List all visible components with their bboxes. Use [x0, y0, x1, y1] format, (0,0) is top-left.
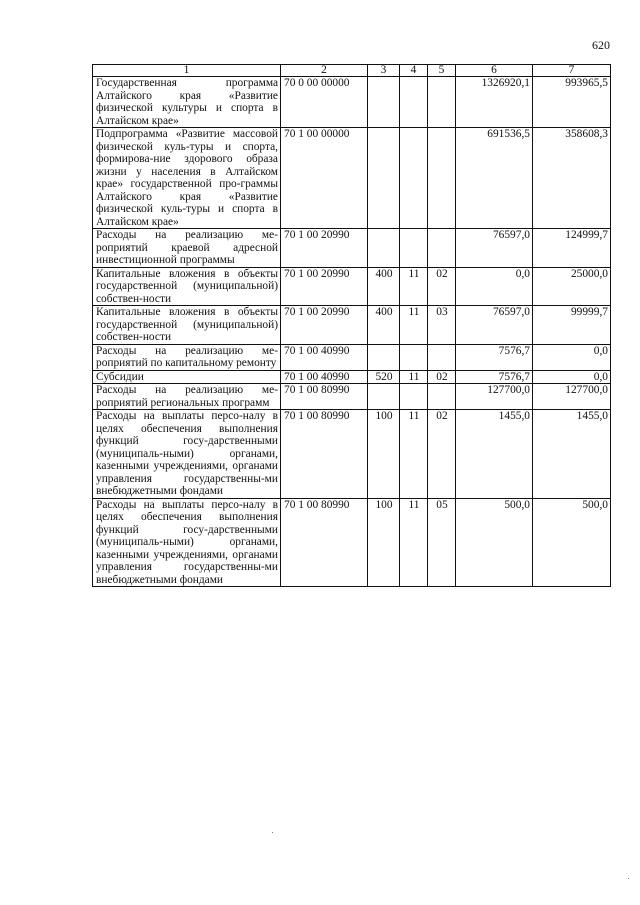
- section-cell: [400, 128, 428, 229]
- expense-type-cell: 100: [368, 498, 400, 587]
- table-row: [93, 498, 611, 587]
- section-cell: 11: [400, 370, 428, 384]
- table-row: [93, 77, 611, 128]
- table-row: [93, 229, 611, 268]
- scan-speck: [272, 832, 273, 833]
- subsection-cell: [428, 128, 456, 229]
- amount-col6-cell: 7576,7: [456, 344, 533, 370]
- row-name-cell: Расходы на реализацию ме-роприятий региональных программ: [93, 384, 281, 410]
- budget-table: [92, 64, 611, 587]
- section-cell: [400, 344, 428, 370]
- target-code-cell: 70 1 00 40990: [281, 344, 368, 370]
- table-row: [93, 410, 611, 499]
- subsection-cell: [428, 384, 456, 410]
- target-code-cell: 70 1 00 80990: [281, 410, 368, 499]
- scan-speck: [628, 878, 629, 879]
- amount-col6-cell: 691536,5: [456, 128, 533, 229]
- amount-col6-cell: 1326920,1: [456, 77, 533, 128]
- expense-type-cell: 400: [368, 306, 400, 345]
- expense-type-cell: [368, 77, 400, 128]
- amount-col6-cell: 127700,0: [456, 384, 533, 410]
- subsection-cell: 02: [428, 267, 456, 306]
- subsection-cell: [428, 344, 456, 370]
- table-row: [93, 344, 611, 370]
- target-code-cell: 70 1 00 40990: [281, 370, 368, 384]
- subsection-cell: 02: [428, 410, 456, 499]
- amount-col7-cell: 358608,3: [533, 128, 611, 229]
- subsection-cell: 02: [428, 370, 456, 384]
- section-cell: 11: [400, 306, 428, 345]
- header-cell: 2: [281, 65, 368, 77]
- amount-col6-cell: 7576,7: [456, 370, 533, 384]
- expense-type-cell: 100: [368, 410, 400, 499]
- table-row: [93, 306, 611, 345]
- header-cell: 7: [533, 65, 611, 77]
- amount-col6-cell: 0,0: [456, 267, 533, 306]
- amount-col6-cell: 500,0: [456, 498, 533, 587]
- row-name-cell: Расходы на выплаты персо-налу в целях обеспечения выполнения функций госу-дарственными (муниципаль-ными) органами, казенными учреждениями, органами управления государственны-ми внебюджетными фондами: [93, 498, 281, 587]
- row-name-cell: Субсидии: [93, 370, 281, 384]
- section-cell: 11: [400, 267, 428, 306]
- row-name-cell: Расходы на реализацию ме-роприятий по капитальному ремонту: [93, 344, 281, 370]
- section-cell: 11: [400, 410, 428, 499]
- expense-type-cell: [368, 384, 400, 410]
- amount-col7-cell: 1455,0: [533, 410, 611, 499]
- target-code-cell: 70 0 00 00000: [281, 77, 368, 128]
- amount-col6-cell: 1455,0: [456, 410, 533, 499]
- expense-type-cell: 520: [368, 370, 400, 384]
- header-row: [93, 65, 611, 77]
- row-name-cell: Капитальные вложения в объекты государственной (муниципальной) собствен-ности: [93, 306, 281, 345]
- target-code-cell: 70 1 00 20990: [281, 229, 368, 268]
- amount-col6-cell: 76597,0: [456, 229, 533, 268]
- row-name-cell: Расходы на выплаты персо-налу в целях обеспечения выполнения функций госу-дарственными (муниципаль-ными) органами, казенными учреждениями, органами управления государственны-ми внебюджетными фондами: [93, 410, 281, 499]
- target-code-cell: 70 1 00 20990: [281, 267, 368, 306]
- subsection-cell: [428, 77, 456, 128]
- amount-col7-cell: 25000,0: [533, 267, 611, 306]
- header-cell: 6: [456, 65, 533, 77]
- header-cell: 5: [428, 65, 456, 77]
- subsection-cell: 03: [428, 306, 456, 345]
- amount-col7-cell: 0,0: [533, 370, 611, 384]
- row-name-cell: Капитальные вложения в объекты государственной (муниципальной) собствен-ности: [93, 267, 281, 306]
- table-row: [93, 267, 611, 306]
- row-name-cell: Подпрограмма «Развитие массовой физической куль-туры и спорта, формирова-ние здорового образа жизни у населения в Алтайском крае» государственной про-граммы Алтайского края «Развитие физической куль-туры и спорта в Алтайском крае»: [93, 128, 281, 229]
- section-cell: 11: [400, 498, 428, 587]
- expense-type-cell: 400: [368, 267, 400, 306]
- amount-col7-cell: 0,0: [533, 344, 611, 370]
- section-cell: [400, 384, 428, 410]
- amount-col7-cell: 124999,7: [533, 229, 611, 268]
- amount-col7-cell: 99999,7: [533, 306, 611, 345]
- header-cell: 1: [93, 65, 281, 77]
- amount-col6-cell: 76597,0: [456, 306, 533, 345]
- row-name-cell: Расходы на реализацию ме-роприятий краевой адресной инвестиционной программы: [93, 229, 281, 268]
- target-code-cell: 70 1 00 20990: [281, 306, 368, 345]
- table-row: [93, 128, 611, 229]
- target-code-cell: 70 1 00 80990: [281, 384, 368, 410]
- target-code-cell: 70 1 00 80990: [281, 498, 368, 587]
- section-cell: [400, 77, 428, 128]
- expense-type-cell: [368, 344, 400, 370]
- header-cell: 4: [400, 65, 428, 77]
- target-code-cell: 70 1 00 00000: [281, 128, 368, 229]
- expense-type-cell: [368, 229, 400, 268]
- section-cell: [400, 229, 428, 268]
- page-number: 620: [592, 38, 610, 52]
- table-row: [93, 384, 611, 410]
- subsection-cell: 05: [428, 498, 456, 587]
- amount-col7-cell: 500,0: [533, 498, 611, 587]
- header-cell: 3: [368, 65, 400, 77]
- row-name-cell: Государственная программа Алтайского края «Развитие физической культуры и спорта в Алтайском крае»: [93, 77, 281, 128]
- expense-type-cell: [368, 128, 400, 229]
- amount-col7-cell: 993965,5: [533, 77, 611, 128]
- subsection-cell: [428, 229, 456, 268]
- table-row: [93, 370, 611, 384]
- amount-col7-cell: 127700,0: [533, 384, 611, 410]
